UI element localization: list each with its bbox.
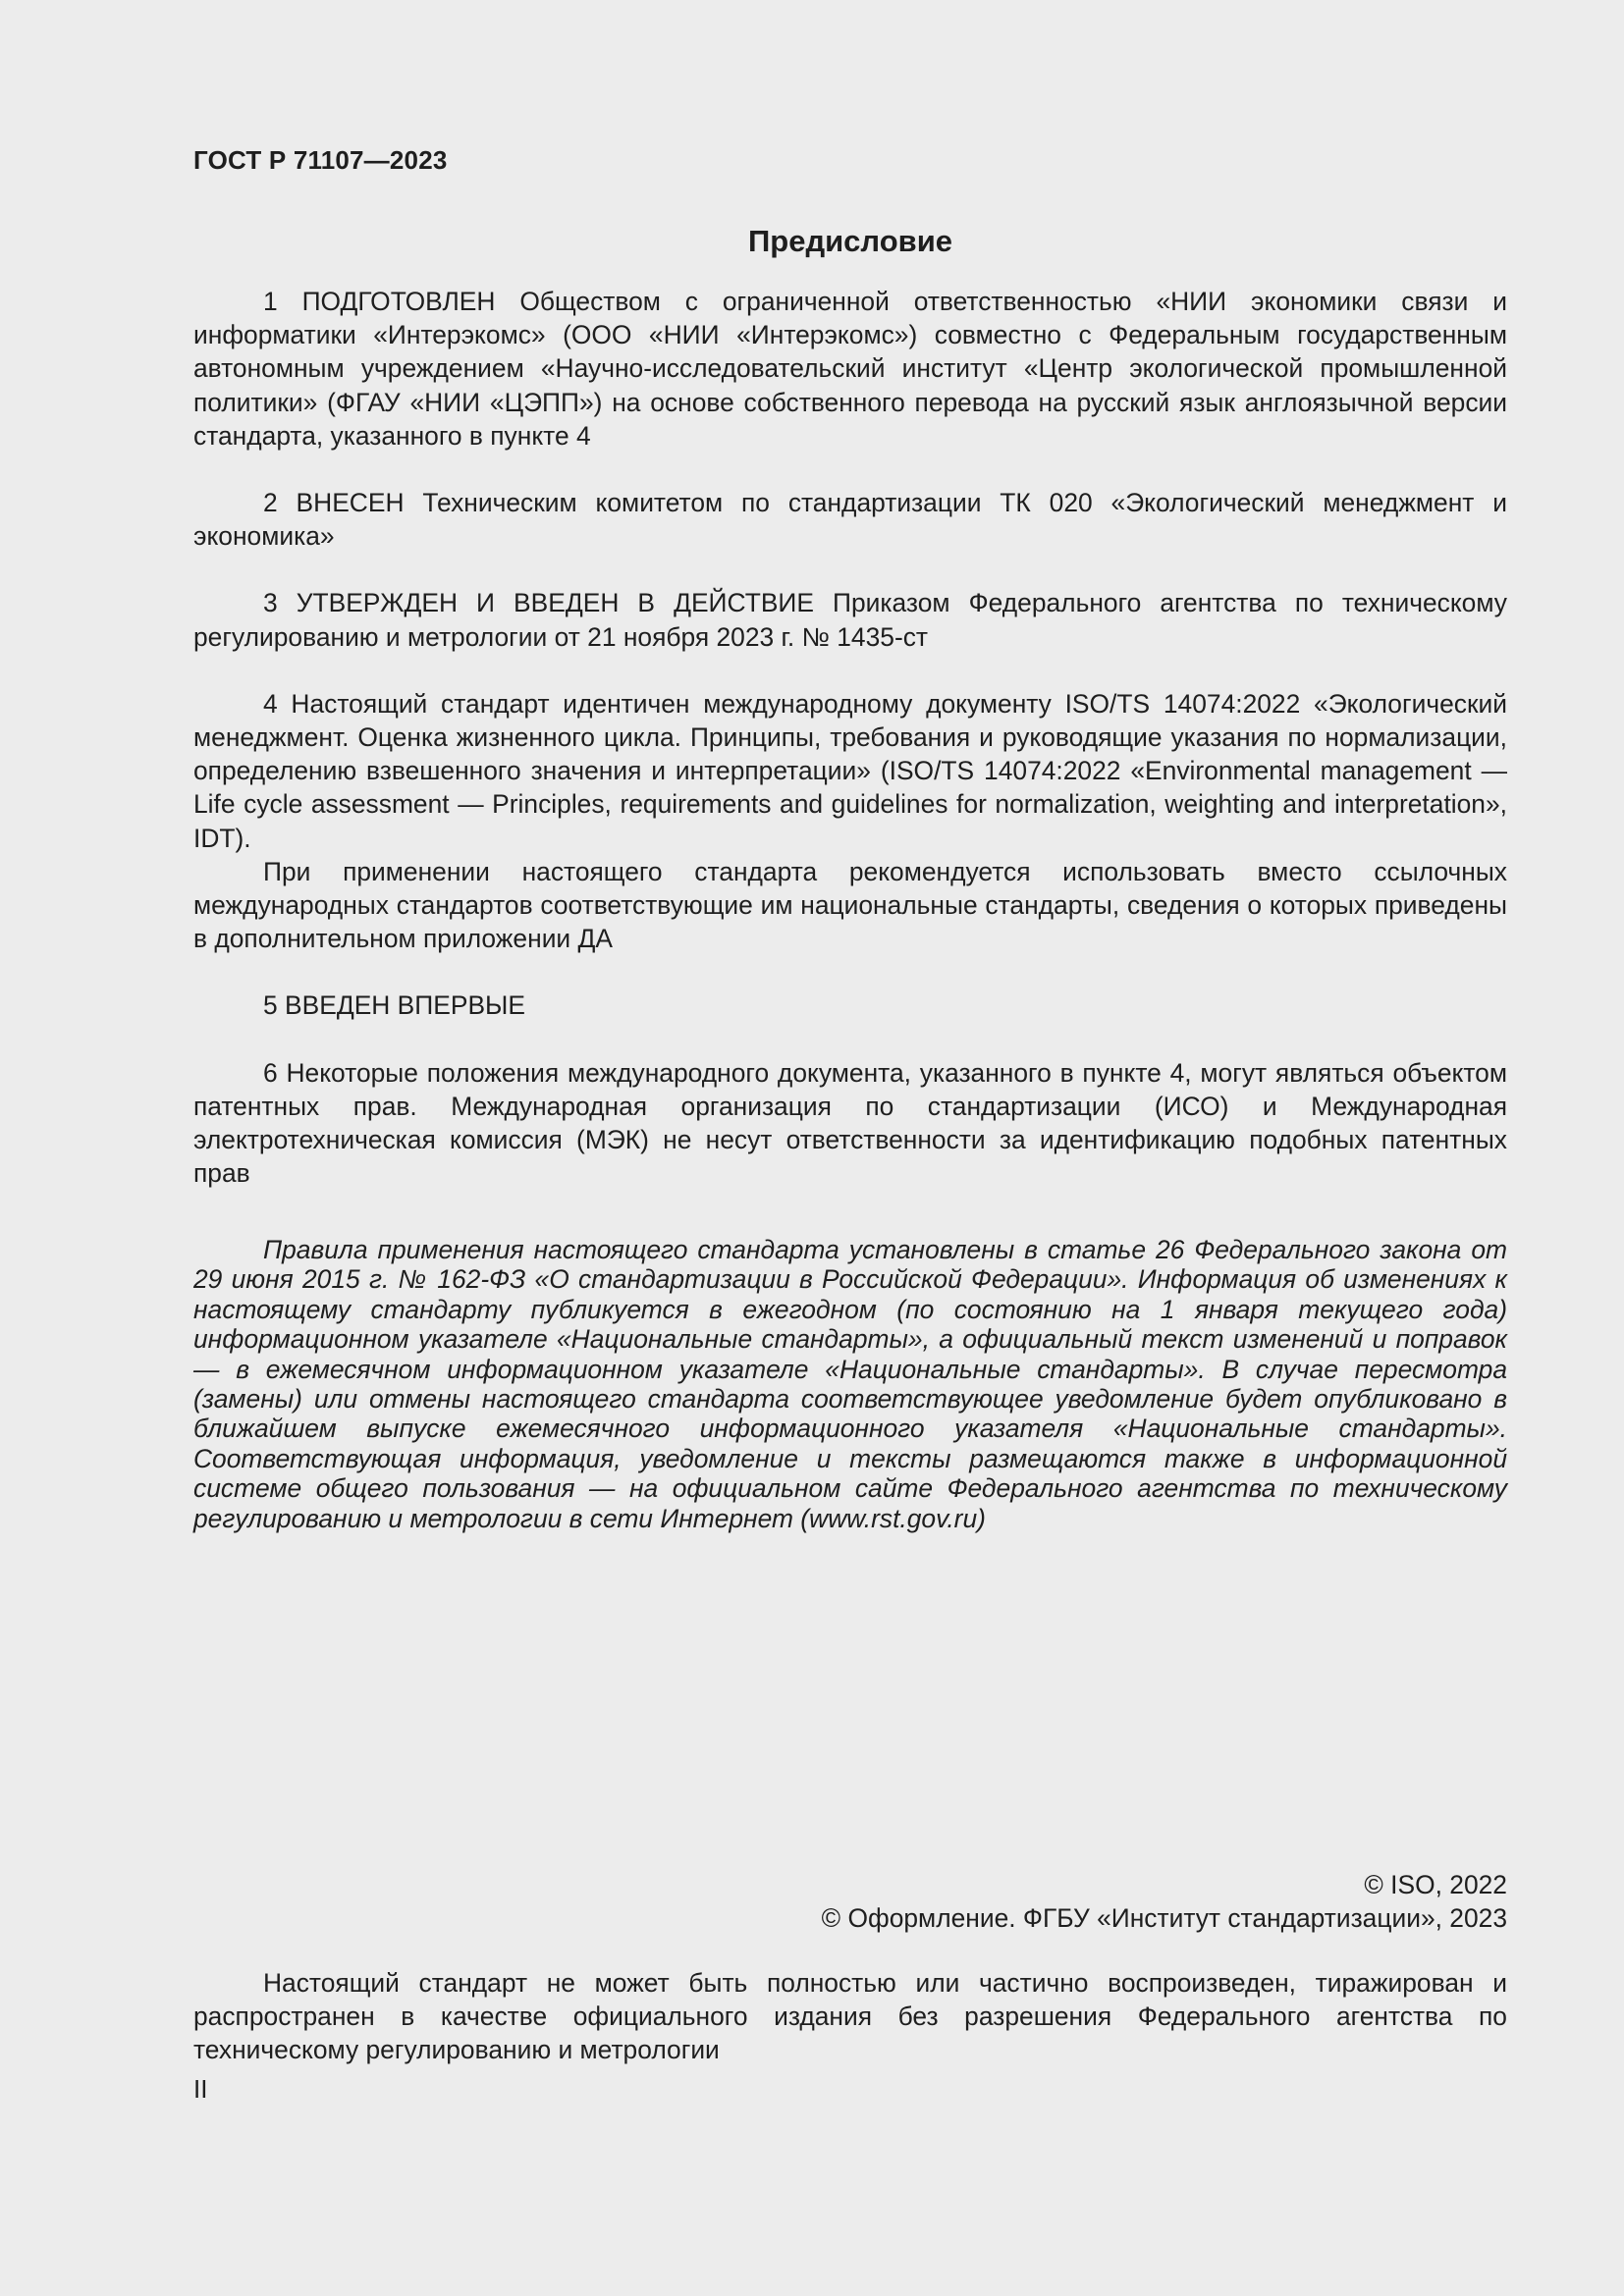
foreword-body bbox=[193, 285, 1507, 1190]
reproduction-notice bbox=[193, 1966, 1507, 2067]
rules-notice-text: Правила применения настоящего стандарта установлены в статье 26 Федерального закона от 29 июня 2015 г. № 162-ФЗ «О стандартизации в Российской Федерации». Информация об изменениях к настоящему стандарту публикуется в ежегодном (по состоянию на 1 января текущего года) информационном указателе «Национальные стандарты», а официальный текст изменений и поправок — в ежемесячном информационном указателе «Национальные стандарты». В случае пересмотра (замены) или отмены настоящего стандарта соответствующее уведомление будет опубликовано в ближайшем выпуске ежемесячного информационного указателя «Национальные стандарты». Соответствующая информация, уведомление и тексты размещаются также в информационной системе общего пользования — на официальном сайте Федерального агентства по техническому регулированию и метрологии в сети Интернет (www.rst.gov.ru) bbox=[193, 1235, 1507, 1533]
reproduction-notice-text: Настоящий стандарт не может быть полностью или частично воспроизведен, тиражирован и распространен в качестве официального издания без разрешения Федерального агентства по техническому регулированию и метрологии bbox=[193, 1968, 1507, 2065]
copyright-iso: © ISO, 2022 bbox=[1364, 1870, 1507, 1899]
page-number: II bbox=[193, 2074, 208, 2104]
foreword-item-6: 6 Некоторые положения международного документа, указанного в пункте 4, могут являться объектом патентных прав. Международная организация по стандартизации (ИСО) и Международная электротехническая комиссия (МЭК) не несут ответственности за идентификацию подобных патентных прав bbox=[193, 1057, 1507, 1189]
page-title: Предисловие bbox=[747, 224, 952, 258]
foreword-item-1: 1 ПОДГОТОВЛЕН Обществом с ограниченной ответственностью «НИИ экономики связи и информатики «Интерэкомс» (ООО «НИИ «Интерэкомс») совместно с Федеральным государственным автономным учреждением «Научно-исследовательский институт «Центр экологической промышленной политики» (ФГАУ «НИИ «ЦЭПП») на основе собственного перевода на русский язык англоязычной версии стандарта, указанного в пункте 4 bbox=[193, 287, 1507, 451]
foreword-item-5: 5 ВВЕДЕН ВПЕРВЫЕ bbox=[263, 990, 526, 1021]
foreword-item-2: 2 ВНЕСЕН Техническим комитетом по стандартизации ТК 020 «Экологический менеджмент и экономика» bbox=[193, 488, 1507, 552]
foreword-item-4-note: При применении настоящего стандарта рекомендуется использовать вместо ссылочных международных стандартов соответствующие им национальные стандарты, сведения о которых приведены в дополнительном приложении ДА bbox=[193, 856, 1507, 954]
foreword-item-4: 4 Настоящий стандарт идентичен международному документу ISO/TS 14074:2022 «Экологический менеджмент. Оценка жизненного цикла. Принципы, требования и руководящие указания по нормализации, определению взвешенного значения и интерпретации» (ISO/TS 14074:2022 «Environmental management — Life cycle assessment — Principles, requirements and guidelines for normalization, weighting and interpretation», IDT). bbox=[193, 688, 1507, 853]
copyright-design: © Оформление. ФГБУ «Институт стандартизации», 2023 bbox=[821, 1903, 1507, 1933]
rules-notice bbox=[193, 1235, 1507, 1533]
copyright-block bbox=[193, 1868, 1507, 1935]
foreword-item-3: 3 УТВЕРЖДЕН И ВВЕДЕН В ДЕЙСТВИЕ Приказом Федерального агентства по техническому регулированию и метрологии от 21 ноября 2023 г. № 1435-ст bbox=[193, 588, 1507, 652]
document-page bbox=[193, 0, 1507, 2296]
document-code: ГОСТ Р 71107—2023 bbox=[193, 145, 448, 175]
